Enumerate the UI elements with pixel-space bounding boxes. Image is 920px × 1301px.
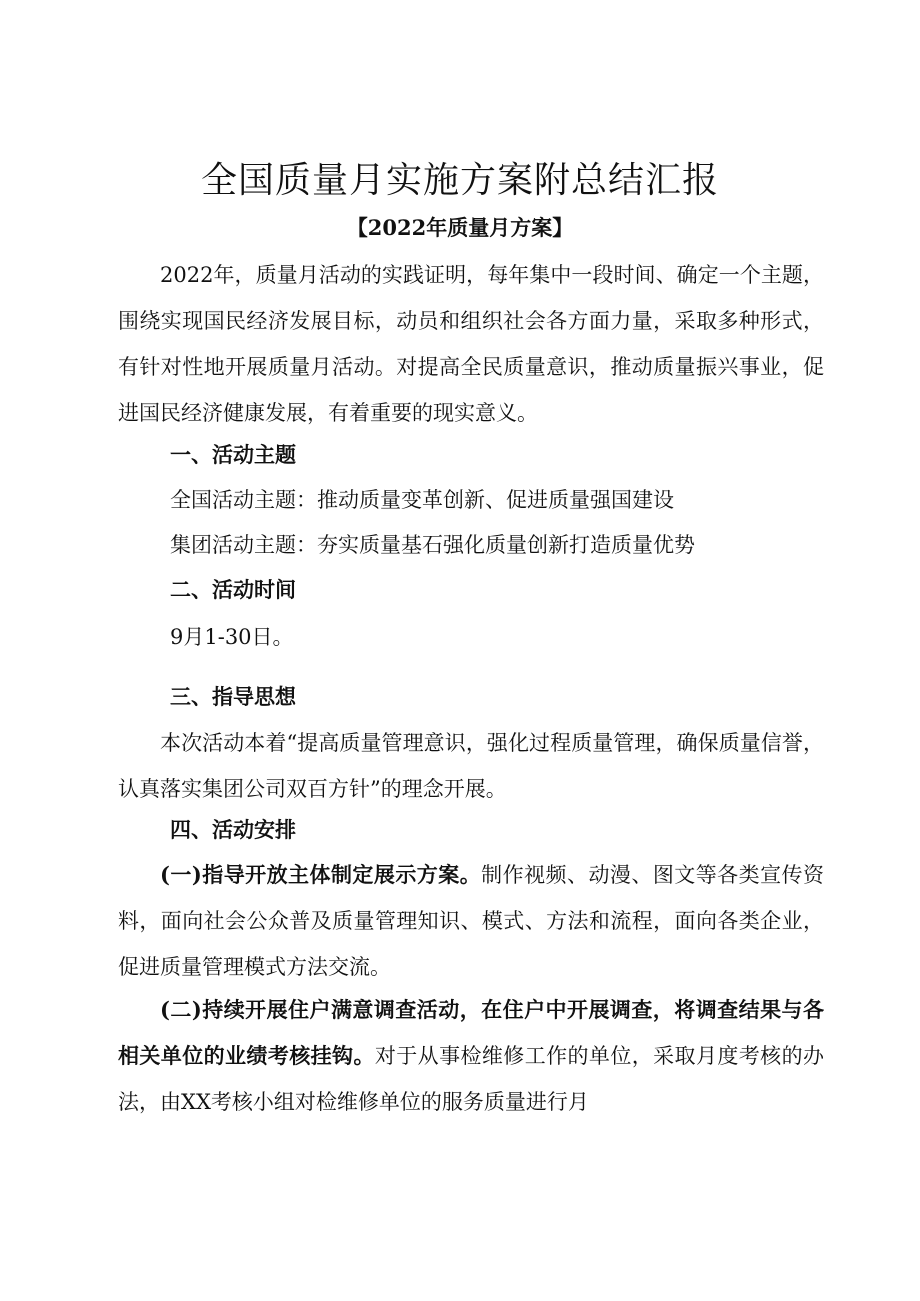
group-theme-line: 集团活动主题：夯实质量基石强化质量创新打造质量优势 [170,533,695,557]
intro-paragraph: 2022年，质量月活动的实践证明，每年集中一段时间、确定一个主题，围绕实现国民经济发展目标，动员和组织社会各方面力量，采取多种形式，有针对性地开展质量月活动。对提高全民质量意识，推动质量振兴事业，促进国民经济健康发展，有着重要的现实意义。 [118,263,824,425]
arrangement-item-1 [118,852,824,990]
section-heading-arrangement: 四、活动安排 [170,818,296,842]
section-heading-guiding-thought: 三、指导思想 [170,685,296,709]
section-heading-theme: 一、活动主题 [170,443,296,467]
arrangement-item-1-lead: (一)指导开放主体制定展示方案。 [160,862,482,887]
arrangement-item-1-body: 制作视频、动漫、图文等各类宣传资料，面向社会公众普及质量管理知识、模式、方法和流程，面向各类企业，促进质量管理模式方法交流。 [118,863,825,979]
national-theme-line: 全国活动主题：推动质量变革创新、促进质量强国建设 [170,488,674,512]
arrangement-item-2-body: 对于从事检维修工作的单位，采取月度考核的办法，由XX考核小组对检维修单位的服务质量进行月 [118,1044,824,1114]
document-subtitle: 【2022年质量月方案】 [346,215,574,240]
section-heading-time: 二、活动时间 [170,578,296,602]
guiding-thought-paragraph: 本次活动本着“提高质量管理意识，强化过程质量管理，确保质量信誉，认真落实集团公司双百方针”的理念开展。 [118,731,824,801]
arrangement-item-2 [118,987,824,1125]
arrangement-item-2-lead: (二)持续开展住户满意调查活动，在住户中开展调查，将调查结果与各相关单位的业绩考核挂钩。 [118,997,824,1068]
activity-time-text: 9月1-30日。 [170,625,294,649]
document-title: 全国质量月实施方案附总结汇报 [200,160,719,201]
